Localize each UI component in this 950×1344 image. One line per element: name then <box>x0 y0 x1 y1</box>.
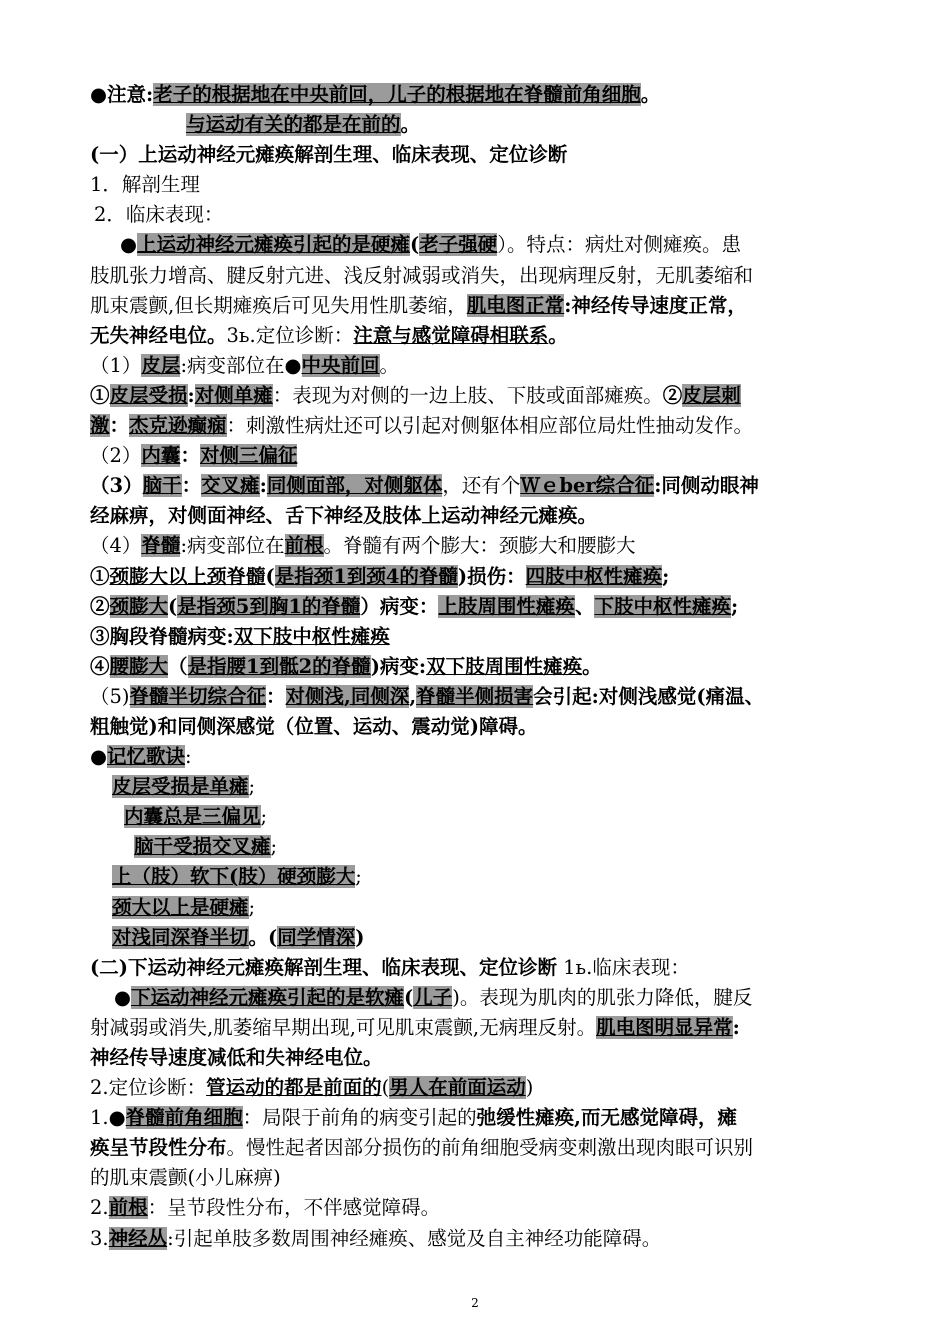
text-run: ( <box>410 233 420 257</box>
highlighted-text: 颈膨大 <box>109 594 169 618</box>
text-run: 2. <box>90 1196 109 1220</box>
text-run: ; <box>662 564 670 588</box>
text-run: ( <box>168 594 178 618</box>
text-run: ： <box>181 474 202 498</box>
text-run: : <box>185 745 192 769</box>
text-line <box>90 983 880 1013</box>
highlighted-text: 记忆歌诀 <box>107 745 186 769</box>
text-line <box>90 1013 880 1043</box>
text-run: ; <box>260 805 268 829</box>
text-run: 双下肢中枢性瘫痪 <box>233 624 390 648</box>
text-run: （3） <box>90 474 143 498</box>
highlighted-text: 颈大以上是硬瘫 <box>112 895 249 919</box>
text-line <box>90 110 880 140</box>
highlighted-text: 脑干 <box>142 474 182 498</box>
text-run: ：局限于前角的病变引起的 <box>242 1106 477 1130</box>
highlighted-text: 下运动神经元瘫痪引起的是软瘫 <box>131 985 405 1009</box>
highlighted-text: 上运动神经元瘫痪引起的是硬瘫 <box>137 233 411 257</box>
text-line <box>90 351 880 381</box>
text-run: : <box>259 474 267 498</box>
text-run: ( <box>265 564 275 588</box>
text-run: ● <box>90 745 108 769</box>
text-line <box>90 321 880 351</box>
text-run: 。( <box>248 925 278 949</box>
text-run: ; <box>270 835 278 859</box>
text-line <box>90 261 880 291</box>
text-run: :病变部位在 <box>180 353 285 377</box>
document-body <box>90 80 880 1254</box>
text-run: （2） <box>90 444 142 468</box>
text-line <box>90 80 880 110</box>
text-run: 会引起:对侧浅感觉(痛温、 <box>533 684 765 708</box>
text-run: 神经传导速度减低和失神经电位。 <box>90 1046 383 1069</box>
highlighted-text: 中央前回 <box>301 353 380 377</box>
text-run: ● <box>120 233 138 257</box>
text-line <box>90 682 880 712</box>
text-run: 管运动的都是前面的 <box>206 1076 382 1100</box>
text-run: 颈膨大以上颈脊髓 <box>109 564 266 588</box>
text-line <box>90 200 880 230</box>
highlighted-text: 老子强硬 <box>419 233 498 257</box>
text-line <box>90 652 880 682</box>
text-run: 3ь.定位诊断： <box>226 323 354 347</box>
text-run: ：呈节段性分布，不伴感觉障碍。 <box>147 1196 441 1220</box>
text-line <box>90 923 880 953</box>
text-line <box>90 230 880 260</box>
text-run: ： <box>180 444 200 468</box>
highlighted-text: 杰克逊癫痫 <box>129 414 227 438</box>
text-line <box>90 411 880 441</box>
text-line <box>90 441 880 471</box>
text-line <box>90 893 880 923</box>
text-run: 痪呈节段性分布 <box>90 1136 227 1160</box>
text-run: 。 <box>379 353 400 377</box>
text-run: :引起单肢多数周围神经瘫痪、感觉及自主神经功能障碍。 <box>167 1226 662 1250</box>
highlighted-text: 脊髓前角细胞 <box>125 1106 243 1130</box>
highlighted-text: 前根 <box>108 1196 148 1220</box>
highlighted-text: 与运动有关的都是在前的 <box>186 113 401 137</box>
text-run: （4） <box>90 534 142 558</box>
text-run: 双下肢周围性瘫痪 <box>426 654 583 678</box>
text-run: 粗触觉)和同侧深感觉（位置、运动、震动觉)障碍。 <box>90 714 538 738</box>
text-line <box>90 381 880 411</box>
text-run: ; <box>730 594 739 618</box>
highlighted-text: 脊髓半切综合征 <box>129 684 267 708</box>
text-run: ② <box>90 594 110 618</box>
highlighted-text: 激 <box>90 414 110 438</box>
text-run: 。 <box>548 323 568 347</box>
text-line <box>90 1224 880 1254</box>
highlighted-text: 内囊 <box>141 444 181 468</box>
text-run: 、 <box>574 594 595 618</box>
text-run: ; <box>355 865 362 889</box>
text-run: ● <box>284 353 302 377</box>
text-run: ● <box>90 83 108 106</box>
highlighted-text: 前根 <box>284 534 324 558</box>
highlighted-text: 肌电图明显异常 <box>596 1015 733 1039</box>
text-line <box>90 562 880 592</box>
text-run: 。 <box>582 654 602 678</box>
text-run: 3. <box>90 1226 109 1250</box>
text-run: ① <box>90 564 110 588</box>
text-run: 注意: <box>107 83 154 106</box>
text-line <box>90 1133 880 1163</box>
text-run: :神经传导速度正常， <box>564 293 747 317</box>
highlighted-text: 四肢中枢性瘫痪 <box>525 564 663 588</box>
highlighted-text: 上（肢）软下(肢）硬颈膨大 <box>112 865 356 889</box>
highlighted-text: 腰膨大 <box>109 654 169 678</box>
text-run: 肢肌张力增高、腱反射亢进、浅反射减弱或消失，出现病理反射，无肌萎缩和 <box>90 263 754 287</box>
text-run: ① <box>90 383 110 407</box>
highlighted-text: 脊髓 <box>141 534 181 558</box>
text-run: ● <box>114 985 132 1009</box>
text-run: 。脊髓有两个膨大：颈膨大和腰膨大 <box>323 534 636 558</box>
text-run: 注意与感觉障碍相联系 <box>353 323 549 347</box>
text-line <box>90 592 880 622</box>
highlighted-text: 是指颈1到颈4的脊髓 <box>274 564 458 588</box>
text-run: 1ь.临床表现： <box>556 955 690 979</box>
text-run: : <box>732 1015 740 1039</box>
text-run: 1. <box>90 1106 109 1130</box>
text-run: ( <box>381 1076 390 1100</box>
highlighted-text: 脊髓半侧损害 <box>416 684 534 708</box>
text-run: ● <box>108 1106 126 1130</box>
highlighted-text: 同学情深 <box>277 925 356 949</box>
text-run: ③胸段脊髓病变: <box>90 624 234 648</box>
text-run: , <box>409 684 417 708</box>
text-run: ) <box>525 1076 534 1100</box>
text-run: :同侧动眼神 <box>654 474 759 498</box>
text-run: 。 <box>400 113 421 137</box>
text-run: ：表现为对侧的一边上肢、下肢或面部瘫痪。 <box>272 383 663 407</box>
text-run: 经麻痹，对侧面神经、舌下神经及肢体上运动神经元瘫痪。 <box>90 504 598 528</box>
text-run: （ <box>168 654 188 678</box>
highlighted-text: 儿子 <box>413 985 453 1009</box>
text-run: ② <box>662 383 683 407</box>
text-run: (二)下运动神经元瘫痪解剖生理、临床表现、定位诊断 <box>90 955 557 979</box>
highlighted-text: 男人在前面运动 <box>389 1076 526 1100</box>
text-line <box>90 1043 880 1073</box>
highlighted-text: 是指颈5到胸1的脊髓 <box>177 594 361 618</box>
highlighted-text: 皮层刺 <box>682 383 741 407</box>
text-run: 2．临床表现： <box>94 203 224 227</box>
text-run: ：刺激性病灶还可以引起对侧躯体相应部位局灶性抽动发作。 <box>226 414 754 438</box>
text-run: ④ <box>90 654 110 678</box>
highlighted-text: 下肢中枢性瘫痪 <box>594 594 731 618</box>
text-run: ： <box>266 684 286 708</box>
text-run: :病变部位在 <box>180 534 285 558</box>
highlighted-text: 对侧三偏征 <box>199 444 298 468</box>
text-run: 2.定位诊断： <box>90 1076 207 1100</box>
text-run: 弛缓性瘫痪,而无感觉障碍，瘫 <box>476 1106 737 1130</box>
text-run: ( <box>404 985 414 1009</box>
text-line <box>90 622 880 652</box>
text-run: 的肌束震颤(小儿麻痹) <box>90 1166 281 1190</box>
highlighted-text: 皮层 <box>141 353 181 377</box>
highlighted-text: 同侧面部，对侧躯体 <box>266 474 443 498</box>
text-run: ; <box>248 895 256 919</box>
highlighted-text: 内囊总是三偏见 <box>124 805 261 829</box>
text-run: )。表现为肌肉的肌张力降低，腱反 <box>452 985 753 1009</box>
highlighted-text: 是指腰1到骶2的脊髓 <box>187 654 371 678</box>
text-run: 无失神经电位。 <box>90 323 227 347</box>
highlighted-text: 对侧单瘫 <box>194 383 273 407</box>
highlighted-text: 肌电图正常 <box>466 293 565 317</box>
text-run: （5) <box>90 684 130 708</box>
text-line <box>90 501 880 531</box>
highlighted-text: 上肢周围性瘫痪 <box>438 594 575 618</box>
highlighted-text: 对侧浅,同侧深 <box>285 684 410 708</box>
text-run: )损伤： <box>457 564 526 588</box>
text-line <box>90 170 880 200</box>
highlighted-text: 皮层受损是单瘫 <box>112 775 249 799</box>
highlighted-text: Ｗｅber综合征 <box>520 474 655 498</box>
page-number: 2 <box>471 1296 479 1310</box>
text-line <box>90 832 880 862</box>
text-run: ）。特点：病灶对侧瘫痪。患 <box>497 233 742 257</box>
text-line <box>90 712 880 742</box>
highlighted-text: 对浅同深脊半切 <box>112 925 249 949</box>
text-line <box>90 471 880 501</box>
text-run: ，还有个 <box>442 474 521 498</box>
highlighted-text: 皮层受损 <box>109 383 188 407</box>
text-run: 1．解剖生理 <box>90 173 200 197</box>
text-run: )病变: <box>370 654 427 678</box>
text-run: 射减弱或消失,肌萎缩早期出现,可见肌束震颤,无病理反射。 <box>90 1015 597 1039</box>
text-run: 。 <box>640 83 661 106</box>
highlighted-text: 老子的根据地在中央前回，儿子的根据地在脊髓前角细胞 <box>153 83 641 106</box>
highlighted-text: 神经丛 <box>108 1226 168 1250</box>
text-line <box>90 1103 880 1133</box>
text-run: ) <box>355 925 365 949</box>
text-line <box>90 1073 880 1103</box>
text-run: ）病变： <box>360 594 439 618</box>
text-line <box>90 862 880 892</box>
text-line <box>90 772 880 802</box>
text-line <box>90 140 880 170</box>
text-line <box>90 1193 880 1223</box>
text-run: ： <box>109 414 130 438</box>
text-line <box>90 291 880 321</box>
text-run: (一）上运动神经元瘫痪解剖生理、临床表现、定位诊断 <box>90 143 568 167</box>
text-run: ; <box>248 775 256 799</box>
text-run: 肌束震颤,但长期瘫痪后可见失用性肌萎缩， <box>90 293 467 317</box>
text-line <box>90 802 880 832</box>
text-line <box>90 742 880 772</box>
highlighted-text: 脑干受损交叉瘫 <box>134 835 271 859</box>
text-line <box>90 1163 880 1193</box>
text-run: : <box>187 383 195 407</box>
text-line <box>90 531 880 561</box>
text-run: 。慢性起者因部分损伤的前角细胞受病变刺激出现肉眼可识别 <box>226 1136 754 1160</box>
highlighted-text: 交叉瘫 <box>201 474 260 498</box>
text-run: （1） <box>90 353 142 377</box>
text-line <box>90 953 880 983</box>
